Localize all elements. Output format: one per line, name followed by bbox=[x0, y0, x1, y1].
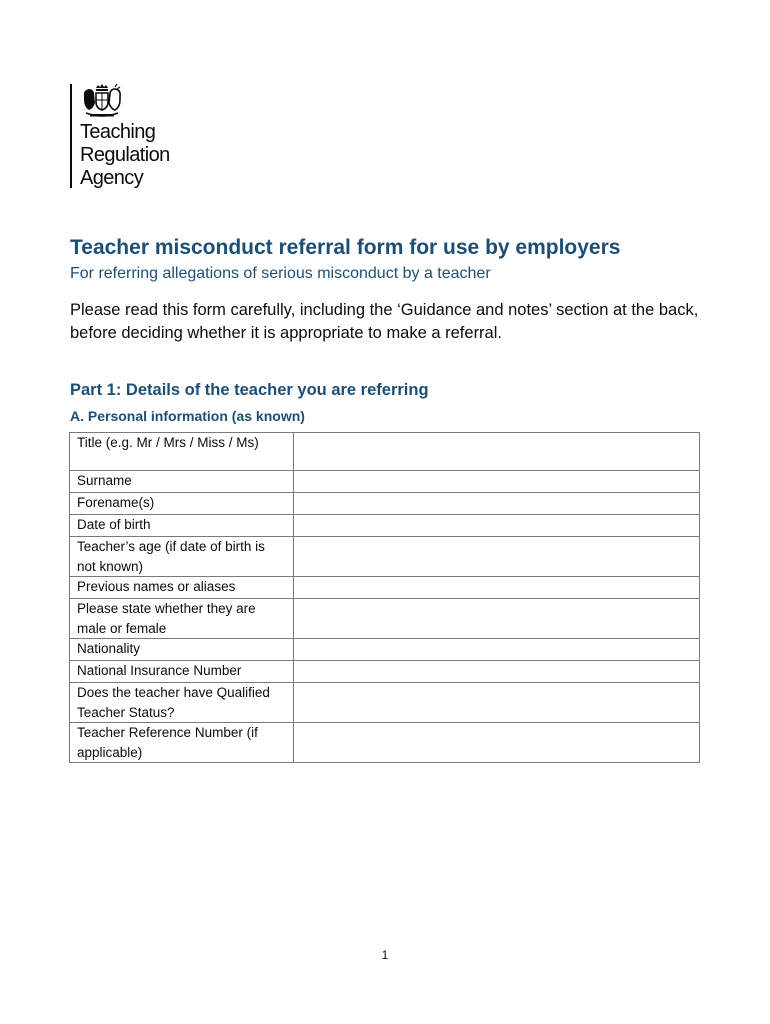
page-number: 1 bbox=[381, 948, 389, 962]
table-row bbox=[70, 683, 700, 723]
personal-information-table bbox=[69, 432, 700, 763]
surname-field[interactable] bbox=[294, 471, 700, 493]
logo-line: Regulation bbox=[80, 144, 170, 166]
title-field[interactable] bbox=[294, 433, 700, 471]
qts-field[interactable] bbox=[294, 683, 700, 723]
agency-logo bbox=[70, 84, 170, 188]
field-label: Teacher’s age (if date of birth is not known) bbox=[70, 537, 294, 577]
teacher-age-field[interactable] bbox=[294, 537, 700, 577]
logo-line: Agency bbox=[80, 167, 144, 189]
field-label: Previous names or aliases bbox=[70, 577, 294, 599]
date-of-birth-field[interactable] bbox=[294, 515, 700, 537]
table-row bbox=[70, 433, 700, 471]
page-subtitle: For referring allegations of serious misconduct by a teacher bbox=[70, 265, 491, 282]
table-row bbox=[70, 723, 700, 763]
field-label: Surname bbox=[70, 471, 294, 493]
intro-paragraph: Please read this form carefully, including the ‘Guidance and notes’ section at the back, before deciding whether it is appropriate to make a referral. bbox=[70, 301, 699, 342]
field-label: Forename(s) bbox=[70, 493, 294, 515]
table-row bbox=[70, 661, 700, 683]
previous-names-field[interactable] bbox=[294, 577, 700, 599]
forenames-field[interactable] bbox=[294, 493, 700, 515]
royal-coat-of-arms-icon bbox=[80, 84, 124, 118]
teacher-reference-field[interactable] bbox=[294, 723, 700, 763]
table-row bbox=[70, 515, 700, 537]
table-row bbox=[70, 639, 700, 661]
field-label: Date of birth bbox=[70, 515, 294, 537]
table-row bbox=[70, 599, 700, 639]
table-row bbox=[70, 493, 700, 515]
national-insurance-field[interactable] bbox=[294, 661, 700, 683]
part-1-heading: Part 1: Details of the teacher you are referring bbox=[70, 381, 429, 399]
section-a-heading: A. Personal information (as known) bbox=[70, 408, 305, 424]
table-row bbox=[70, 537, 700, 577]
field-label: National Insurance Number bbox=[70, 661, 294, 683]
field-label: Nationality bbox=[70, 639, 294, 661]
table-row bbox=[70, 471, 700, 493]
gender-field[interactable] bbox=[294, 599, 700, 639]
page-title: Teacher misconduct referral form for use by employers bbox=[70, 236, 621, 259]
nationality-field[interactable] bbox=[294, 639, 700, 661]
logo-line: Teaching bbox=[80, 121, 156, 143]
field-label: Title (e.g. Mr / Mrs / Miss / Ms) bbox=[70, 433, 294, 471]
field-label: Please state whether they are male or female bbox=[70, 599, 294, 639]
field-label: Teacher Reference Number (if applicable) bbox=[70, 723, 294, 763]
table-row bbox=[70, 577, 700, 599]
field-label: Does the teacher have Qualified Teacher Status? bbox=[70, 683, 294, 723]
